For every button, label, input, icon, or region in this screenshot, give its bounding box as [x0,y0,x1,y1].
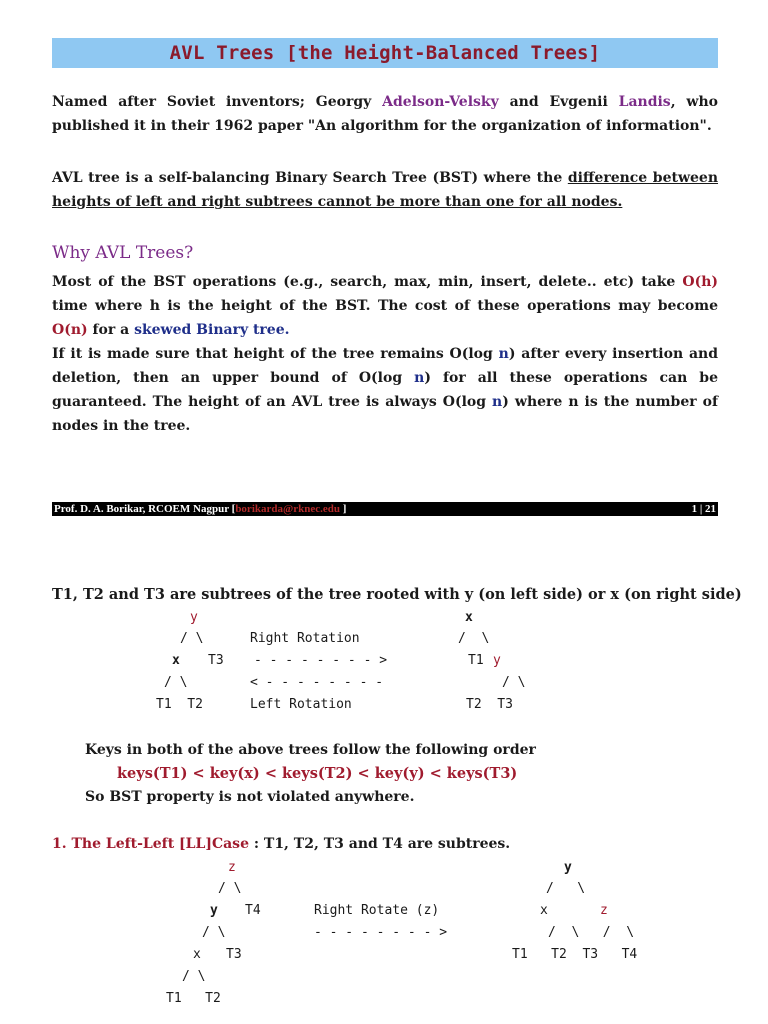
tree-node-x: x [193,947,201,962]
tree-branch: / \ [202,925,226,940]
subtree-leaves: T1 T2 T3 T4 [512,947,638,962]
right-rotate-label: Right Rotate (z) [314,903,440,918]
subtree-leaves: T1 T2 [166,991,221,1006]
tree-node-x: x [465,610,473,625]
subtree-t3: T3 [208,653,224,668]
tree-branch: / \ [546,881,586,896]
tree-node-y: y [190,610,198,625]
tree-node-x: x [172,653,180,668]
intro-paragraph-1: Named after Soviet inventors; Georgy Adelson-Velsky and Evgenii Landis, who published it in their 1962 paper "An algorithm for the organization of information". [52,94,718,134]
tree-branch: / \ [218,881,242,896]
left-rotation-arrow: < - - - - - - - - [250,675,384,690]
page-title: AVL Trees [the Height-Balanced Trees] [169,42,601,64]
tree-branch: / \ [502,675,526,690]
left-rotation-label: Left Rotation [250,697,352,712]
tree-branch: / \ [182,969,206,984]
footer-page-number: 1 | 21 [691,503,716,515]
adelson-velsky-name: Adelson-Velsky [382,94,499,110]
subtree-t4: T4 [245,903,261,918]
right-rotate-arrow: - - - - - - - - > [314,925,448,940]
footer-author: Prof. D. A. Borikar, RCOEM Nagpur [borikarda@rknec.edu ] [54,503,347,515]
why-avl-heading: Why AVL Trees? [52,243,194,263]
tree-node-y: y [493,653,501,668]
tree-branch: / \ / \ [548,925,635,940]
tree-node-z: z [228,860,236,875]
tree-branch: / \ [164,675,188,690]
landis-name: Landis [618,94,671,110]
rotation-intro: T1, T2 and T3 are subtrees of the tree rooted with y (on left side) or x (on right side) [52,586,742,603]
tree-node-y: y [210,903,218,918]
balance-definition: difference between heights of left and right subtrees cannot be more than one for all nodes. [52,170,719,210]
page-footer [52,502,718,516]
subtree-t3: T3 [226,947,242,962]
subtree-leaves: T1 T2 [156,697,203,712]
subtree-leaves: T2 T3 [466,697,513,712]
tree-node-x: x [540,903,548,918]
why-paragraph-1: Most of the BST operations (e.g., search, max, min, insert, delete.. etc) take O(h) time where h is the height of the BST. The cost of these operations may become O(n) for a skewed Binary tree. If it is made sure that height of the tree remains O(log n) after every insertion and deletion, then an upper bound of O(log n) for all these operations can be guaranteed. The height of an AVL tree is always O(log n) where n is the number of nodes in the tree. [52,274,718,434]
title-banner [52,38,718,68]
intro-paragraph-2: AVL tree is a self-balancing Binary Search Tree (BST) where the difference between heights of left and right subtrees cannot be more than one for all nodes. [52,170,719,210]
right-rotation-label: Right Rotation [250,631,360,646]
right-rotation-arrow: - - - - - - - - > [254,653,388,668]
tree-node-z: z [600,903,608,918]
bst-note: So BST property is not violated anywhere. [85,789,415,805]
subtree-t1: T1 [468,653,484,668]
tree-node-y: y [564,860,572,875]
keys-order-formula: keys(T1) < key(x) < keys(T2) < key(y) < keys(T3) [117,765,518,782]
tree-branch: / \ [458,631,490,646]
tree-branch: / \ [180,631,204,646]
footer-email: borikarda@rknec.edu [235,503,340,515]
ll-case-heading: 1. The Left-Left [LL]Case : T1, T2, T3 and T4 are subtrees. [52,836,511,852]
keys-order-line: Keys in both of the above trees follow the following order [85,742,536,758]
